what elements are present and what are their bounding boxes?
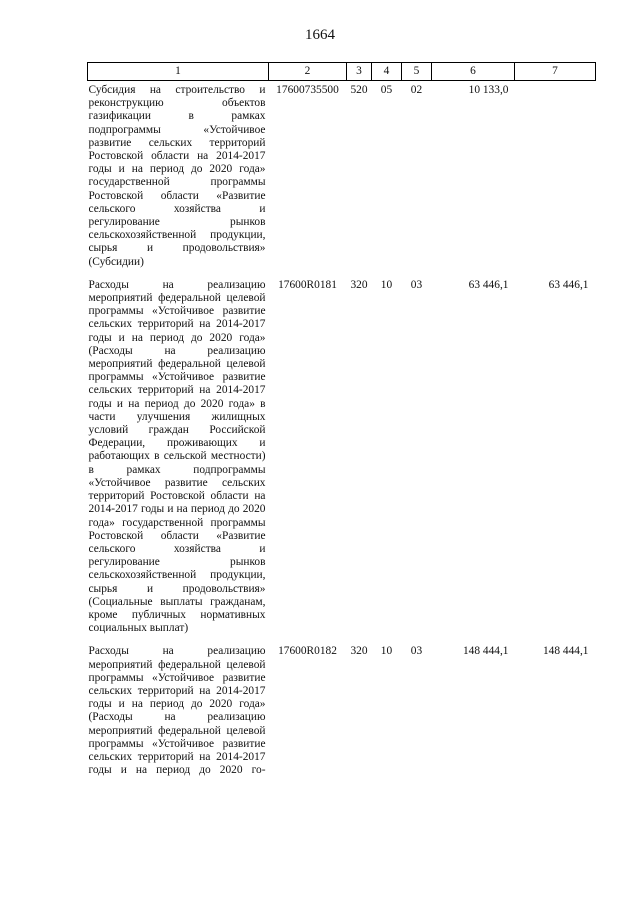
row-col4: 05	[380, 84, 393, 96]
row-description: Субсидия на строительство и реконструкцию объектов газификации в рамках подпрограммы «Устойчивое развитие сельских территорий Ростовской области на 2014-2017 годы и на период до 2020 года» государственной программы Ростовской области «Развитие сельского хозяйства и регулирование рынков сельскохозяйственной продукции, сырья и продовольствия» (Субсидии)	[88, 84, 266, 268]
row-col7: 148 444,1	[542, 645, 589, 658]
row-col3: 320	[350, 278, 368, 291]
row-col6: 10 133,0	[468, 84, 509, 96]
header-row	[88, 63, 596, 81]
row-col6: 63 446,1	[468, 278, 509, 291]
header-col-4: 4	[372, 63, 402, 81]
row-col3: 320	[350, 645, 368, 658]
table-row	[88, 276, 596, 642]
row-col5: 02	[410, 84, 423, 96]
row-col7	[515, 81, 596, 276]
header-col-7: 7	[515, 63, 596, 81]
header-col-1: 1	[88, 63, 269, 81]
page-number: 1664	[305, 27, 335, 43]
header-col-5: 5	[402, 63, 432, 81]
row-col6: 148 444,1	[462, 645, 509, 658]
row-col7: 63 446,1	[548, 278, 589, 291]
row-col4: 10	[380, 278, 393, 291]
row-description: Расходы на реализацию мероприятий федеральной целевой программы «Устойчивое развитие сельских территорий на 2014-2017 годы и на период до 2020 года» (Расходы на реализацию мероприятий федеральной целевой программы «Устойчивое развитие сельских территорий на 2014-2017 годы и на период до 2020 года» в части улучшения жилищных условий граждан Российской Федерации, проживающих и работающих в сельской местности) в рамках подпрограммы «Устойчивое развитие сельских территорий Ростовской области на 2014-2017 годы и на период до 2020 года» государственной программы Ростовской области «Развитие сельского хозяйства и регулирование рынков сельскохозяйственной продукции, сырья и продовольствия» (Социальные выплаты гражданам, кроме публичных нормативных социальных выплат)	[88, 278, 266, 635]
budget-table	[87, 62, 596, 777]
row-code: 17600R0181	[278, 278, 337, 291]
row-description: Расходы на реализацию мероприятий федеральной целевой программы «Устойчивое развитие сельских территорий на 2014-2017 годы и на период до 2020 года» (Расходы на реализацию мероприятий федеральной целевой программы «Устойчивое развитие сельских территорий на 2014-2017 годы и на период до 2020 го-	[88, 645, 266, 777]
row-code: 17600735500	[276, 84, 339, 96]
row-col4: 10	[380, 645, 393, 658]
table-row	[88, 81, 596, 276]
header-col-2: 2	[269, 63, 347, 81]
row-col5: 03	[410, 645, 423, 658]
header-col-3: 3	[347, 63, 372, 81]
header-col-6: 6	[432, 63, 515, 81]
row-code: 17600R0182	[278, 645, 337, 658]
table-row	[88, 642, 596, 777]
row-col3: 520	[350, 84, 368, 96]
row-col5: 03	[410, 278, 423, 291]
